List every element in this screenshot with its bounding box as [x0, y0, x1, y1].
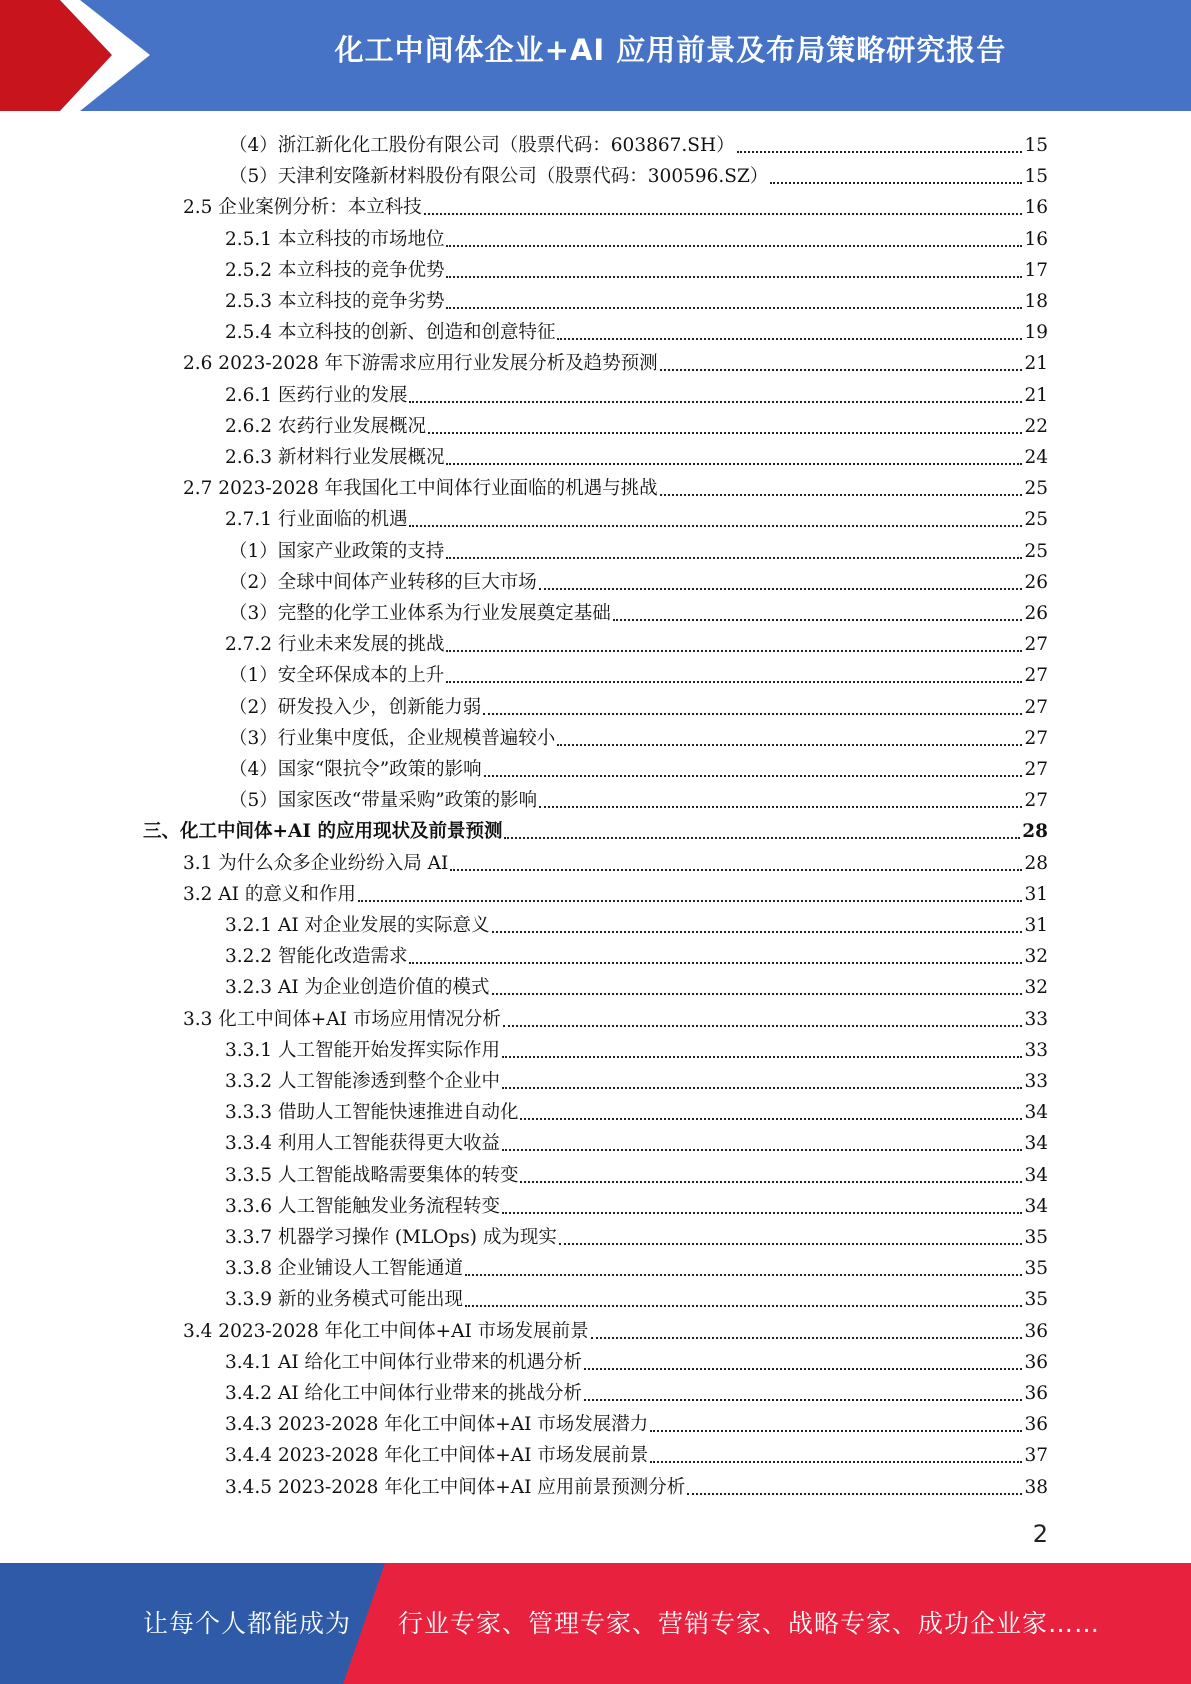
toc-dot-leader [737, 151, 1023, 153]
toc-dot-leader [502, 1212, 1022, 1214]
toc-entry[interactable] [183, 345, 1048, 376]
toc-entry-page: 21 [1024, 384, 1048, 406]
toc-entry-title: 2.6.2 农药行业发展概况 [225, 415, 426, 437]
toc-entry[interactable] [225, 221, 1048, 252]
toc-entry-title: （5）国家医改“带量采购”政策的影响 [229, 790, 538, 812]
toc-entry[interactable] [225, 252, 1048, 283]
toc-entry-title: 3.3.8 企业铺设人工智能通道 [225, 1258, 463, 1280]
toc-entry[interactable] [225, 1406, 1048, 1437]
toc-entry-title: 3.2.1 AI 对企业发展的实际意义 [225, 915, 490, 936]
toc-entry[interactable] [225, 408, 1048, 439]
toc-dot-leader [502, 1149, 1022, 1151]
toc-entry-title: 3.4 2023-2028 年化工中间体+AI 市场发展前景 [183, 1320, 589, 1342]
toc-dot-leader [660, 494, 1023, 496]
toc-entry[interactable] [225, 907, 1048, 938]
toc-dot-leader [446, 557, 1022, 559]
toc-entry-page: 25 [1024, 509, 1048, 531]
toc-entry-page: 34 [1024, 1102, 1048, 1124]
toc-entry-page: 22 [1024, 415, 1048, 437]
toc-entry[interactable] [225, 1032, 1048, 1063]
toc-entry-title: 2.7 2023-2028 年我国化工中间体行业面临的机遇与挑战 [183, 478, 658, 500]
toc-dot-leader [584, 1368, 1022, 1370]
toc-dot-leader [591, 1337, 1023, 1339]
toc-entry-title: 3.3.2 人工智能渗透到整个企业中 [225, 1071, 500, 1092]
toc-entry[interactable] [225, 283, 1048, 314]
toc-entry-page: 24 [1024, 447, 1048, 468]
toc-entry[interactable] [143, 813, 1048, 844]
toc-entry-title: 2.5.3 本立科技的竞争劣势 [225, 291, 445, 312]
toc-entry[interactable] [225, 1188, 1048, 1219]
toc-entry-page: 27 [1024, 759, 1048, 780]
toc-entry-title: 三、化工中间体+AI 的应用现状及前景预测 [143, 821, 503, 843]
toc-dot-leader [539, 588, 1023, 590]
toc-entry[interactable] [225, 1250, 1048, 1281]
toc-entry-page: 26 [1024, 603, 1048, 624]
toc-entry-title: 3.3.6 人工智能触发业务流程转变 [225, 1195, 500, 1217]
toc-entry-title: 3.3 化工中间体+AI 市场应用情况分析 [183, 1008, 501, 1030]
toc-entry-page: 25 [1024, 478, 1048, 500]
toc-entry[interactable] [183, 1001, 1048, 1032]
toc-entry-page: 21 [1024, 353, 1048, 375]
toc-entry-title: （1）国家产业政策的支持 [229, 540, 445, 562]
toc-dot-leader [502, 1056, 1022, 1058]
toc-entry[interactable] [225, 377, 1048, 408]
toc-dot-leader [446, 463, 1022, 465]
toc-entry-page: 27 [1024, 665, 1048, 687]
toc-entry-title: 2.6.1 医药行业的发展 [225, 384, 408, 406]
toc-entry-page: 15 [1024, 166, 1048, 188]
toc-dot-leader [358, 900, 1023, 902]
toc-dot-leader [492, 993, 1023, 995]
toc-dot-leader [687, 1493, 1022, 1495]
toc-entry-page: 34 [1024, 1164, 1048, 1186]
toc-entry[interactable] [225, 439, 1048, 470]
toc-dot-leader [446, 245, 1022, 247]
toc-entry-title: （3）完整的化学工业体系为行业发展奠定基础 [229, 603, 611, 624]
page-number: 2 [1032, 1520, 1048, 1548]
toc-entry-page: 26 [1024, 571, 1048, 593]
toc-entry-title: 3.4.4 2023-2028 年化工中间体+AI 市场发展前景 [225, 1445, 649, 1467]
toc-entry-title: 3.3.4 利用人工智能获得更大收益 [225, 1133, 500, 1155]
toc-entry[interactable] [225, 1469, 1048, 1500]
page-header [0, 0, 1191, 111]
toc-entry[interactable] [225, 1375, 1048, 1406]
toc-dot-leader [492, 931, 1023, 933]
toc-entry[interactable] [225, 1437, 1048, 1468]
toc-entry-page: 27 [1024, 634, 1048, 656]
toc-entry[interactable] [225, 938, 1048, 969]
toc-entry[interactable] [225, 1063, 1048, 1094]
toc-entry-page: 36 [1024, 1351, 1048, 1373]
toc-entry-title: 3.2.3 AI 为企业创造价值的模式 [225, 977, 490, 999]
toc-dot-leader [504, 837, 1020, 839]
toc-dot-leader [446, 681, 1022, 683]
toc-entry-page: 35 [1024, 1258, 1048, 1280]
toc-entry-page: 15 [1024, 135, 1048, 156]
toc-entry-title: （4）浙江新化化工股份有限公司（股票代码：603867.SH） [229, 135, 735, 156]
toc-entry[interactable] [225, 1344, 1048, 1375]
toc-dot-leader [465, 1274, 1022, 1276]
toc-entry[interactable] [225, 1157, 1048, 1188]
toc-entry[interactable] [183, 470, 1048, 501]
toc-entry-page: 18 [1024, 291, 1048, 312]
toc-entry-title: 3.3.5 人工智能战略需要集体的转变 [225, 1164, 519, 1186]
toc-entry[interactable] [183, 845, 1048, 876]
page-footer [0, 1563, 1191, 1684]
toc-entry-title: （2）研发投入少，创新能力弱 [229, 696, 482, 718]
toc-entry-page: 27 [1024, 727, 1048, 749]
toc-entry-page: 37 [1024, 1445, 1048, 1467]
toc-entry-title: 2.6 2023-2028 年下游需求应用行业发展分析及趋势预测 [183, 353, 658, 375]
toc-entry[interactable] [225, 314, 1048, 345]
toc-entry-page: 17 [1024, 259, 1048, 281]
toc-entry-title: 3.3.7 机器学习操作 (MLOps) 成为现实 [225, 1227, 557, 1248]
toc-entry-page: 38 [1024, 1476, 1048, 1498]
toc-dot-leader [520, 1118, 1022, 1120]
toc-entry[interactable] [225, 626, 1048, 657]
toc-entry-page: 36 [1024, 1414, 1048, 1436]
toc-entry-title: 3.1 为什么众多企业纷纷入局 AI [183, 852, 449, 874]
toc-entry-page: 35 [1024, 1289, 1048, 1311]
toc-dot-leader [584, 1399, 1022, 1401]
toc-dot-leader [484, 775, 1023, 777]
toc-entry-page: 28 [1024, 852, 1048, 874]
toc-entry-page: 35 [1024, 1227, 1048, 1248]
toc-dot-leader [502, 1087, 1022, 1089]
toc-dot-leader [409, 525, 1022, 527]
toc-entry-title: 2.5.4 本立科技的创新、创造和创意特征 [225, 322, 556, 344]
toc-entry-page: 36 [1024, 1383, 1048, 1404]
toc-entry[interactable] [225, 501, 1048, 532]
toc-dot-leader [446, 650, 1022, 652]
toc-entry-title: 2.6.3 新材料行业发展概况 [225, 447, 445, 468]
toc-entry-page: 27 [1024, 696, 1048, 718]
toc-entry[interactable] [229, 751, 1048, 782]
toc-entry-title: 2.5 企业案例分析：本立科技 [183, 197, 422, 219]
toc-entry-title: 3.4.3 2023-2028 年化工中间体+AI 市场发展潜力 [225, 1414, 649, 1436]
toc-entry-page: 16 [1024, 228, 1048, 250]
toc-entry-page: 34 [1024, 1195, 1048, 1217]
toc-entry-title: （2）全球中间体产业转移的巨大市场 [229, 571, 537, 593]
toc-dot-leader [520, 1181, 1022, 1183]
toc-dot-leader [770, 182, 1022, 184]
toc-entry-title: （5）天津利安隆新材料股份有限公司（股票代码：300596.SZ） [229, 166, 769, 188]
toc-entry-title: （3）行业集中度低，企业规模普遍较小 [229, 727, 556, 749]
toc-entry[interactable] [225, 969, 1048, 1000]
toc-entry-page: 33 [1024, 1008, 1048, 1030]
toc-dot-leader [650, 1430, 1022, 1432]
toc-entry-page: 36 [1024, 1320, 1048, 1342]
toc-entry-title: 3.2.2 智能化改造需求 [225, 946, 408, 968]
toc-dot-leader [660, 369, 1023, 371]
toc-dot-leader [465, 1305, 1022, 1307]
toc-entry-title: 2.7.1 行业面临的机遇 [225, 509, 408, 531]
toc-dot-leader [428, 432, 1022, 434]
toc-entry-title: 2.7.2 行业未来发展的挑战 [225, 634, 445, 656]
toc-dot-leader [503, 1025, 1023, 1027]
toc-dot-leader [446, 276, 1022, 278]
toc-dot-leader [409, 401, 1022, 403]
toc-entry-title: 2.5.2 本立科技的竞争优势 [225, 259, 445, 281]
toc-entry-title: 3.3.3 借助人工智能快速推进自动化 [225, 1102, 519, 1124]
toc-dot-leader [557, 744, 1022, 746]
toc-entry-page: 16 [1024, 197, 1048, 219]
toc-entry[interactable] [229, 689, 1048, 720]
toc-entry-page: 19 [1024, 322, 1048, 344]
toc-entry-page: 33 [1024, 1071, 1048, 1092]
toc-entry[interactable] [183, 189, 1048, 220]
footer-slogan-right: 行业专家、管理专家、营销专家、战略专家、成功企业家…… [398, 1609, 1101, 1638]
report-title: 化工中间体企业+AI 应用前景及布局策略研究报告 [334, 33, 1007, 67]
toc-entry[interactable] [225, 1094, 1048, 1125]
toc-entry-page: 34 [1024, 1133, 1048, 1155]
toc-entry[interactable] [229, 657, 1048, 688]
toc-entry-title: 3.2 AI 的意义和作用 [183, 883, 356, 905]
toc-entry-page: 25 [1024, 540, 1048, 562]
toc-entry[interactable] [229, 158, 1048, 189]
toc-entry-title: 3.3.9 新的业务模式可能出现 [225, 1289, 463, 1311]
toc-entry[interactable] [183, 1313, 1048, 1344]
toc-entry[interactable] [229, 720, 1048, 751]
toc-entry-page: 32 [1024, 946, 1048, 968]
toc-entry-page: 32 [1024, 977, 1048, 999]
toc-entry-title: （1）安全环保成本的上升 [229, 665, 445, 687]
toc-entry[interactable] [225, 1125, 1048, 1156]
toc-dot-leader [557, 338, 1022, 340]
toc-entry-title: 3.4.5 2023-2028 年化工中间体+AI 应用前景预测分析 [225, 1476, 686, 1498]
toc-entry-title: 3.3.1 人工智能开始发挥实际作用 [225, 1039, 500, 1061]
toc-entry-page: 27 [1024, 790, 1048, 812]
toc-dot-leader [650, 1461, 1022, 1463]
toc-entry[interactable] [225, 1219, 1048, 1250]
toc-entry-page: 33 [1024, 1039, 1048, 1061]
toc-entry-title: 3.4.2 AI 给化工中间体行业带来的挑战分析 [225, 1383, 583, 1404]
toc-entry-page: 28 [1022, 821, 1048, 843]
toc-entry[interactable] [229, 533, 1048, 564]
toc-dot-leader [613, 619, 1023, 621]
toc-entry[interactable] [229, 564, 1048, 595]
toc-entry-title: （4）国家“限抗令”政策的影响 [229, 759, 482, 780]
toc-entry-title: 3.4.1 AI 给化工中间体行业带来的机遇分析 [225, 1351, 583, 1373]
toc-dot-leader [446, 307, 1022, 309]
toc-entry-page: 31 [1024, 915, 1048, 936]
toc-dot-leader [483, 713, 1022, 715]
toc-dot-leader [424, 213, 1023, 215]
toc-dot-leader [409, 962, 1022, 964]
toc-dot-leader [450, 869, 1022, 871]
toc-entry-title: 2.5.1 本立科技的市场地位 [225, 228, 445, 250]
footer-slogan-left: 让每个人都能成为 [143, 1609, 352, 1638]
toc-entry-page: 31 [1024, 883, 1048, 905]
toc-entry[interactable] [225, 1281, 1048, 1312]
toc-entry[interactable] [229, 595, 1048, 626]
toc-entry[interactable] [183, 876, 1048, 907]
toc-dot-leader [559, 1243, 1023, 1245]
toc-dot-leader [539, 806, 1022, 808]
toc-entry[interactable] [229, 127, 1048, 158]
toc-entry[interactable] [229, 782, 1048, 813]
